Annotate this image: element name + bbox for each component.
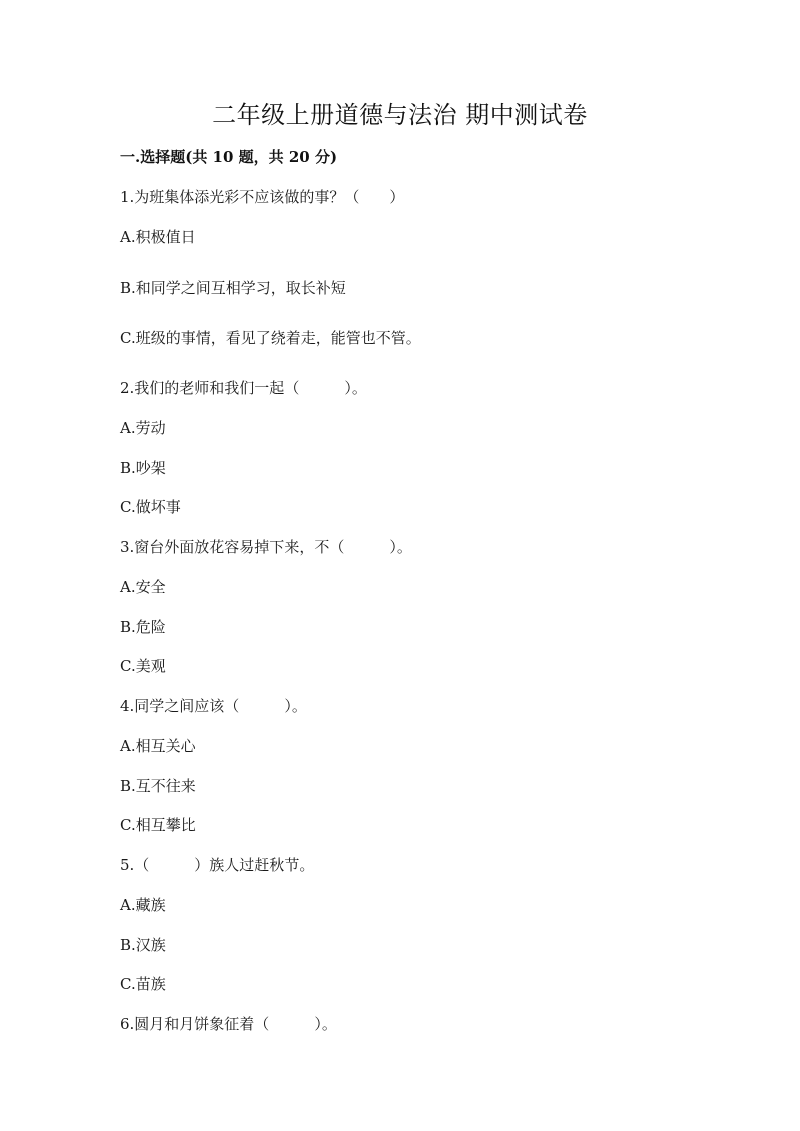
- question-2-option-a: A.劳动: [120, 419, 166, 437]
- question-2-option-c: C.做坏事: [120, 498, 181, 516]
- question-6-stem: 6.圆月和月饼象征着（ ）。: [120, 1015, 337, 1033]
- question-5-option-c: C.苗族: [120, 975, 166, 993]
- question-4-option-b: B.互不往来: [120, 777, 196, 795]
- question-1-option-b: B.和同学之间互相学习，取长补短: [120, 279, 346, 297]
- question-2-option-b: B.吵架: [120, 459, 166, 477]
- question-3-stem: 3.窗台外面放花容易掉下来，不（ ）。: [120, 538, 412, 556]
- question-1-option-c: C.班级的事情，看见了绕着走，能管也不管。: [120, 329, 421, 347]
- exam-title: 二年级上册道德与法治 期中测试卷: [212, 101, 588, 129]
- question-1-stem: 1.为班集体添光彩不应该做的事？（ ）: [120, 188, 405, 206]
- question-5-stem: 5.（ ）族人过赶秋节。: [120, 856, 315, 874]
- question-4-option-c: C.相互攀比: [120, 816, 196, 834]
- question-4-option-a: A.相互关心: [120, 737, 196, 755]
- question-3-option-b: B.危险: [120, 618, 166, 636]
- question-1-option-a: A.积极值日: [120, 228, 196, 246]
- question-3-option-c: C.美观: [120, 657, 166, 675]
- question-3-option-a: A.安全: [120, 578, 166, 596]
- question-2-stem: 2.我们的老师和我们一起（ ）。: [120, 379, 367, 397]
- question-5-option-a: A.藏族: [120, 896, 166, 914]
- question-4-stem: 4.同学之间应该（ ）。: [120, 697, 307, 715]
- section-heading: 一.选择题(共 10 题，共 20 分): [120, 148, 338, 166]
- question-5-option-b: B.汉族: [120, 936, 166, 954]
